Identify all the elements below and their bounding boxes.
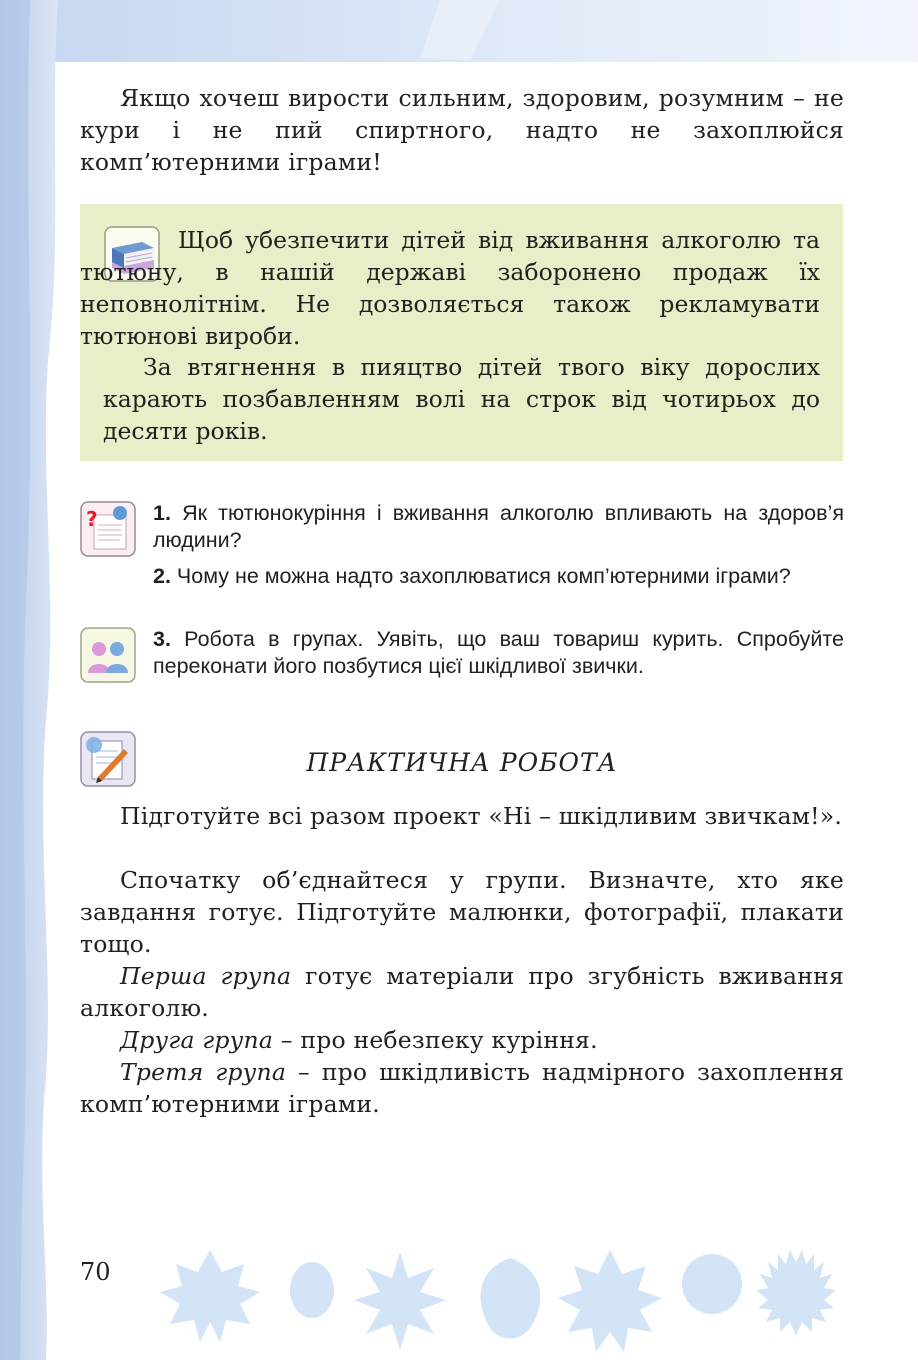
info-box (80, 204, 843, 461)
question-3: 3. Робота в групах. Уявіть, що ваш товариш курить. Спробуйте переконати його позбутися цієї шкідливої звички. (153, 627, 844, 678)
page-number: 70 (80, 1258, 111, 1286)
question-1: 1. Як тютюнокуріння і вживання алкоголю впливають на здоров’я людини? (153, 501, 844, 552)
svg-text:?: ? (86, 507, 98, 531)
group-1-paragraph: Перша група готує матеріали про згубність вживання алкоголю. (80, 962, 844, 1022)
group-people-icon (80, 627, 136, 683)
info-paragraph-1: Щоб убезпечити дітей від вживання алкоголю та тютюну, в нашій державі заборонено продаж їх неповнолітнім. Не дозволяється також рекламувати тютюнові вироби. (80, 226, 820, 350)
practical-heading: ПРАКТИЧНА РОБОТА (306, 748, 618, 777)
practical-paragraph-1: Підготуйте всі разом проект «Ні – шкідливим звичкам!». (120, 802, 843, 830)
practical-paragraph-2: Спочатку об’єднайтеся у групи. Визначте, хто яке завдання готує. Підготуйте малюнки, фотографії, плакати тощо. (80, 866, 844, 958)
question-2: 2. Чому не можна надто захоплюватися комп’ютерними іграми? (153, 564, 791, 588)
info-paragraph-2: За втягнення в пияцтво дітей твого віку дорослих карають позбавленням волі на строк від чотирьох до десяти років. (103, 353, 820, 445)
group-2-paragraph: Друга група – про небезпеку куріння. (120, 1026, 598, 1054)
intro-paragraph: Якщо хочеш вирости сильним, здоровим, розумним – не кури і не пий спиртного, надто не захоплюйся комп’ютерними іграми! (80, 84, 844, 176)
question-sheet-icon (80, 501, 136, 557)
group-3-paragraph: Третя група – про шкідливість надмірного захоплення комп’ютерними іграми. (80, 1058, 844, 1118)
